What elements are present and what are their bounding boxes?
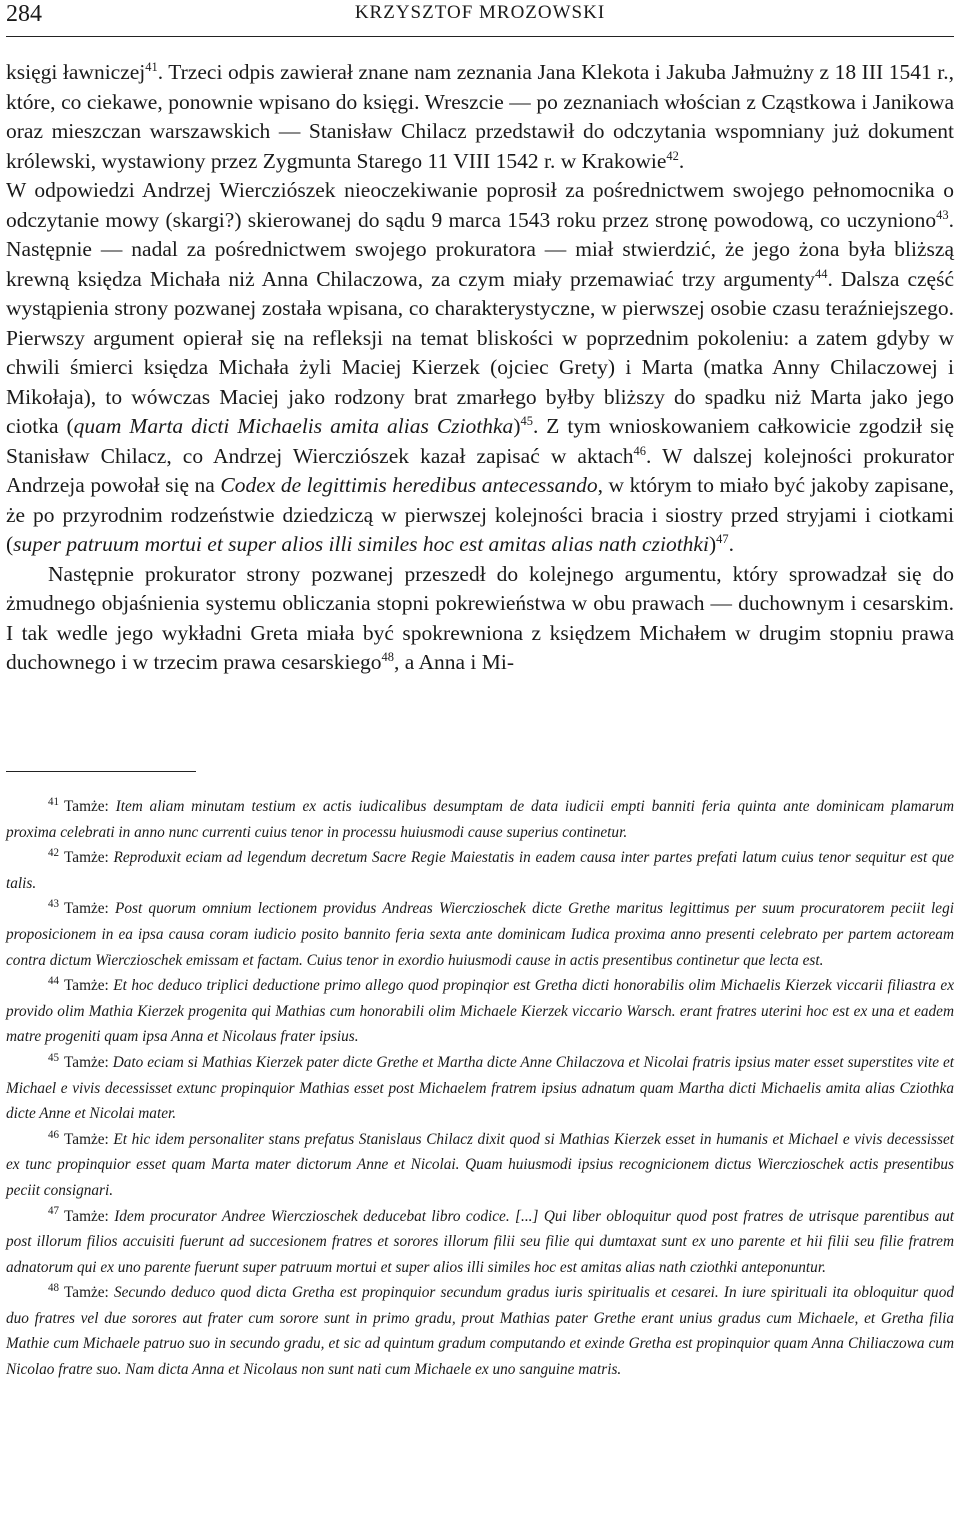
footnote-ref: 44 [814,266,828,281]
footnote-label: Tamże: [64,977,109,995]
footnote [6,794,954,845]
footnote-ref: 48 [381,649,394,664]
footnote-number: 46 [48,1128,59,1141]
footnote-label: Tamże: [64,1130,109,1148]
footnote-ref: 41 [145,59,158,74]
text-run: , w którym to miało być jakoby zapisane, że po przyrodnim rodzeństwie dziedziczą w pierwszej kolejności bracia i siostry przed stryjami i ciotkami ( [6,473,955,556]
footnote-label: Tamże: [64,1207,109,1225]
latin-quote: Codex de legittimis heredibus antecessando [220,473,598,497]
latin-quote: super patruum mortui et super alios illi similes hoc est amitas alias nath cziothki [13,532,709,556]
footnote [6,973,954,1050]
footnote-text: Item aliam minutam testium ex actis iudicalibus desumptam de data iudicii empti banniti feria quinta ante dominicam plamarum proxima celebrati in anno nunc currenti cuius tenor in processu huiusmodi cause superius continetur. [6,798,955,841]
footnote-number: 47 [48,1205,59,1218]
footnote [6,1280,954,1382]
footnote-text: Secundo deduco quod dicta Gretha est propinquior secundum gradus iuris spiritualis et cesarei. In iure spirituali ita obloquitur quod duo fratres vel due sorores aut frater cum sorore sunt in primo gradu, prout Mathias pater Grethe erant unius gradus cum Michaele, et Gretha filia Mathie cum Michaele patruo suo in secundo gradu, et sic ad quintum gradum computando et exinde Gretha est propinquior quam Anna Chiliaczowa cum Nicolao fratre suo. Nam dicta Anna et Nicolaus non sunt nati cum Michaele ex uno sanguine matris. [6,1284,954,1379]
footnote [6,1204,954,1281]
footnote [6,896,954,973]
paragraph-2 [6,176,954,560]
text-run: . Trzeci odpis zawierał znane nam zeznania Jana Klekota i Jakuba Jałmużny z 18 III 1541 r., które, co ciekawe, ponownie wpisano do księgi. Wreszcie — po zeznaniach włościan z Cząstkowa i Janikowa oraz mieszczan warszawskich — Stanisław Chilacz przedstawił do odczytania wspomniany już dokument królewski, wystawiony przez Zygmunta Starego 11 VIII 1542 r. w Krakowie [6,60,954,173]
footnote [6,845,954,896]
footnote-ref: 46 [633,443,647,458]
text-run: . Z tym wnioskowaniem całkowicie zgodził się Stanisław Chilacz, co Andrzej Wiercziószek kazał zapisać w aktach [6,414,954,468]
footnote-text: Et hoc deduco triplici deductione primo allego quod propinqior est Gretha dicti honorabilis olim Michaelis Kierzek viccarii filiastra ex provido olim Mathia Kierzek progenita qui Mathias cum honorabili olim Michaele Kierzek viccario Warsch. erant fratres uterini hoc est ex una et eadem matre progeniti quam ipsa Anna et Nicolaus frater ipsius. [6,977,954,1046]
header-rule [6,36,954,37]
latin-quote: quam Marta dicti Michaelis amita alias Cziothka [73,414,514,438]
text-run: . Następnie — nadal za pośrednictwem swojego prokuratora — miał stwierdzić, że jego żona była bliższą krewną księdza Michała niż Anna Chilaczowa, za czym miały przemawiać trzy argumenty [6,207,954,291]
footnote-separator [6,771,196,772]
footnote-number: 44 [48,975,59,988]
footnote-label: Tamże: [64,849,109,867]
footnote-ref: 42 [666,148,679,163]
page-number: 284 [6,1,42,27]
paragraph-1 [6,58,954,176]
text-run: W odpowiedzi Andrzej Wiercziószek nieoczekiwanie poprosił za pośrednictwem swojego pełnomocnika o odczytanie mowy (skargi?) skierowanej do sądu 9 marca 1543 roku przez stronę powodową, co uczyniono [6,178,954,232]
page-header [6,0,954,38]
footnote-number: 45 [48,1051,59,1064]
footnote [6,1127,954,1204]
footnote-label: Tamże: [64,900,109,918]
footnote-ref: 45 [520,413,533,428]
text-run: ) [513,414,521,438]
text-run: . W dalszej kolejności prokurator Andrzeja powołał się na [6,443,954,497]
footnote-ref: 47 [716,531,729,546]
main-text [6,58,954,678]
footnote-text: Reproduxit eciam ad legendum decretum Sacre Regie Maiestatis in eadem causa inter partes prefati latum cuius tenor sequitur est que talis. [6,849,954,892]
text-run: księgi ławniczej [6,60,146,84]
footnote-text: Idem procurator Andree Wierczioschek deducebat libro codice. [...] Qui liber obloquitur quod post fratres de utrisque parentibus aut post illorum filios accuisiti fuerunt ad succesionem fratres et sorores illorum filii seu filie qui dumtaxat sunt ex uno parente et hii filii seu filie fratrem adnatorum qui ex uno parente fuerunt super patruum mortui et super alios illi similes hoc est amitas alias nath cziothki anteponuntur. [6,1207,954,1276]
footnotes [6,794,954,1383]
footnote-number: 43 [48,898,59,911]
footnote-ref: 43 [936,207,949,222]
footnote-label: Tamże: [64,1284,109,1302]
footnote-number: 48 [48,1282,59,1295]
paragraph-3 [6,560,954,678]
footnote-text: Et hic idem personaliter stans prefatus Stanislaus Chilacz dixit quod si Mathias Kierzek esset in humanis et Michael e vivis decessisset ex tunc propinquior esset quam Marta mater dictorum Anne et Nicolai. Quam huiusmodi ipsius recognicionem dictus Wierczioschek actis presentibus peciit consignari. [6,1130,955,1199]
text-run: , a Anna i Mi- [393,650,515,674]
footnote-text: Post quorum omnium lectionem providus Andreas Wierczioschek dicte Grethe maritus legittimus per suum procuratorem peciit legi proposicionem in ea ipsa causa coram iudicio posito bannito feria sexta ante dominicam Iudica proxima anno presenti celebrato per partem actoream contra dictum Wierczioschek emissam et factam. Cuius tenor in exordio huiusmodi cause in actis presentibus continetur que lecta est. [6,900,954,969]
running-title: KRZYSZTOF MROZOWSKI [354,2,606,23]
text-run: Następnie prokurator strony pozwanej przeszedł do kolejnego argumentu, który sprowadzał się do żmudnego objaśnienia systemu obliczania stopni pokrewieństwa w obu prawach — duchownym i cesarskim. I tak wedle jego wykładni Greta miała być spokrewniona z księdzem Michałem w drugim stopniu prawa duchownego i w trzecim prawa cesarskiego [6,561,954,674]
footnote-label: Tamże: [64,1053,109,1071]
text-run: . Dalsza część wystąpienia strony pozwanej została wpisana, co charakterystyczne, w pierwszej osobie czasu teraźniejszego. Pierwszy argument opierał się na refleksji na temat bliskości w poprzednim pokoleniu: a zatem gdyby w chwili śmierci księdza Michała żyli Maciej Kierzek (ojciec Grety) i Marta (matka Anny Chilaczowej i Mikołaja), to wówczas Maciej jako rodzony brat zmarłego byłby bliższy do spadku niż Marta jako jego ciotka ( [6,266,954,438]
text-run: . [728,532,734,556]
footnote-number: 41 [48,795,59,808]
footnote-text: Dato eciam si Mathias Kierzek pater dicte Grethe et Martha dicte Anne Chilaczova et Nicolai fratris ipsius mater esset superstites vite et Michael e vivis decessisset extunc propinquior Mathias esset post Michaelem fratrem ipsius adnatum quam Martha dicti Michaelis amita alias Cziothka dicte Anne et Nicolai mater. [6,1053,954,1123]
footnote-label: Tamże: [64,798,109,815]
footnote [6,1050,954,1127]
footnote-number: 42 [48,847,59,860]
text-run: . [678,148,685,173]
text-run: ) [708,532,717,556]
